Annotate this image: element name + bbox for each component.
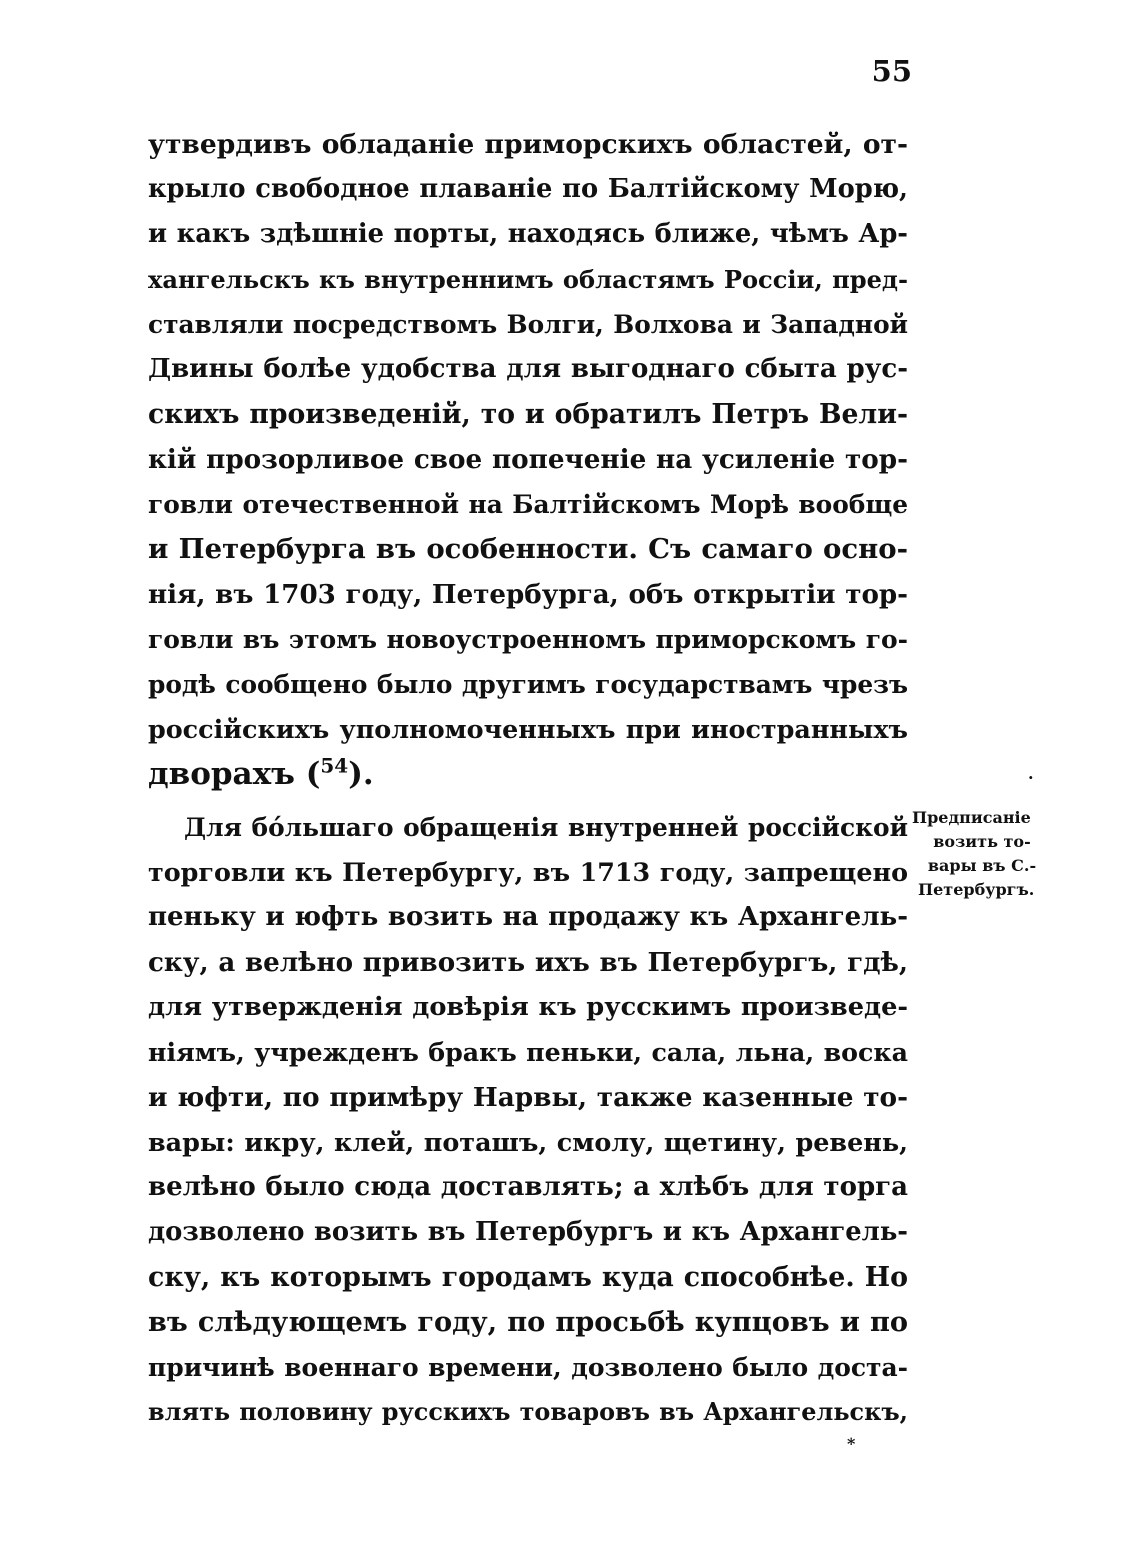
paragraph-1-line: говли отечественной на Балтійскомъ Морѣ вообще (148, 490, 908, 519)
paragraph-2-line: влять половину русскихъ товаровъ въ Архангельскъ, (148, 1398, 908, 1426)
paragraph-1-line: скихъ произведеній, то и обратилъ Петръ Вели- (148, 399, 908, 430)
paragraph-1-line: и какъ здѣшніе порты, находясь ближе, чѣмъ Ар- (148, 219, 908, 249)
paragraph-2-line: для утвержденія довѣрія къ русскимъ произведе- (148, 992, 908, 1022)
paragraph-1-line: хангельскъ къ внутреннимъ областямъ Россіи, пред- (148, 265, 908, 294)
paragraph-2-line: ніямъ, учрежденъ бракъ пеньки, сала, льна, воска (148, 1037, 908, 1067)
margin-note-line: Предписаніе (912, 808, 1031, 827)
paragraph-1-line: крыло свободное плаваніе по Балтійскому Морю, (148, 174, 908, 204)
paragraph-2-line: причинѣ военнаго времени, дозволено было доста- (148, 1353, 908, 1382)
paragraph-2-line: велѣно было сюда доставлять; а хлѣбъ для торга (148, 1172, 908, 1202)
paragraph-2-line: пеньку и юфть возить на продажу къ Архангель- (148, 902, 908, 932)
paragraph-1-line: кій прозорливое свое попеченіе на усиленіе тор- (148, 444, 908, 475)
paragraph-2-line: Для бо́льшаго обращенія внутренней россійской (184, 813, 908, 842)
margin-note-line: возить то- (933, 832, 1031, 851)
paragraph-2-line: и юфти, по примѣру Нарвы, также казенные то- (148, 1082, 908, 1113)
paragraph-1-last-line-text: дворахъ ( (148, 756, 321, 792)
paragraph-2-line: вары: икру, клей, поташъ, смолу, щетину, ревень, (148, 1127, 908, 1157)
paragraph-1-last-line-suffix: ). (348, 756, 374, 792)
paragraph-1-line: говли въ этомъ новоустроенномъ приморскомъ го- (148, 625, 908, 654)
paragraph-1-line: россійскихъ уполномоченныхъ при иностранныхъ (148, 714, 908, 744)
paragraph-2-line: ску, къ которымъ городамъ куда способнѣе. Но (148, 1262, 908, 1293)
paragraph-2-line: въ слѣдующемъ году, по просьбѣ купцовъ и по (148, 1306, 908, 1338)
paragraph-1-line: утвердивъ обладаніе приморскихъ областей, от- (148, 129, 908, 160)
paragraph-1-line: нія, въ 1703 году, Петербурга, объ открытіи тор- (148, 579, 908, 610)
footnote-reference[interactable]: 54 (320, 753, 349, 778)
paragraph-2-line: ску, а велѣно привозить ихъ въ Петербургъ, гдѣ, (148, 947, 908, 978)
paragraph-1 (148, 122, 908, 797)
paragraph-1-line: и Петербурга въ особенности. Съ самаго осно- (148, 533, 908, 565)
margin-note-line: вары въ С.- (927, 856, 1037, 875)
paragraph-1-last-line (148, 752, 908, 797)
margin-note (912, 806, 1052, 902)
paragraph-1-line: ставляли посредствомъ Волги, Волхова и Западной (148, 310, 908, 339)
margin-note-line: Петербургъ. (918, 880, 1035, 899)
paragraph-2-line: дозволено возить въ Петербургъ и къ Архангель- (148, 1217, 908, 1247)
paragraph-1-line: Двины болѣе удобства для выгоднаго сбыта рус- (148, 354, 908, 384)
page-number: 55 (871, 54, 912, 88)
print-speck-dot: · (1028, 768, 1034, 787)
print-speck-mark: ⁎ (847, 1430, 856, 1449)
paragraph-2-line: торговли къ Петербургу, въ 1713 году, запрещено (148, 857, 908, 887)
paragraph-2 (148, 805, 908, 1435)
paragraph-1-line: родѣ сообщено было другимъ государствамъ чрезъ (148, 670, 908, 699)
